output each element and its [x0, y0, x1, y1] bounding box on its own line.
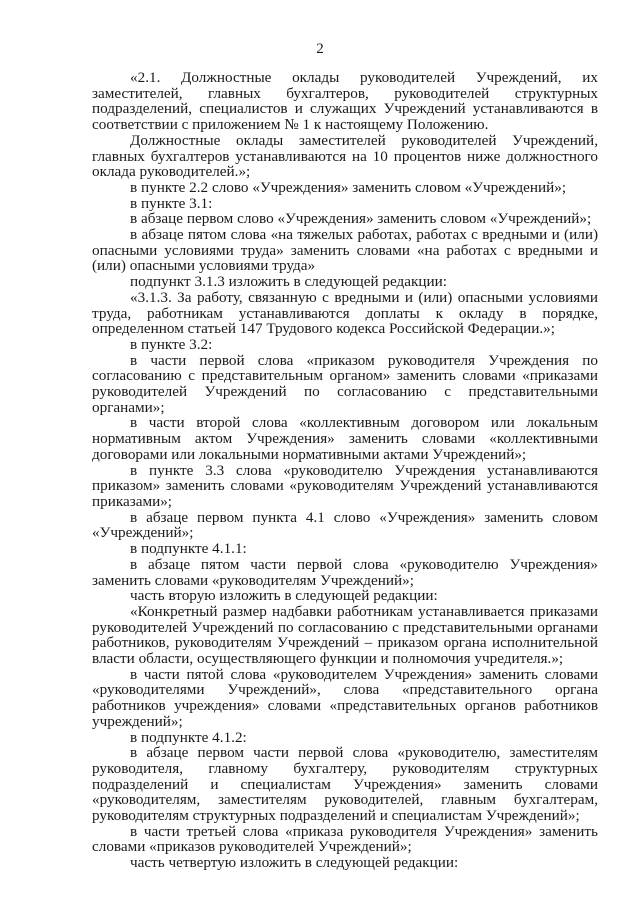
paragraph: в пункте 2.2 слово «Учреждения» заменить словом «Учреждений»;	[130, 178, 567, 196]
document-body	[92, 70, 598, 871]
paragraph: в подпункте 4.1.2:	[130, 728, 247, 746]
paragraph: в абзаце пятом части первой слова «руководителю Учреждения» заменить словами «руководителям Учреждений»;	[92, 555, 598, 589]
paragraph: «2.1. Должностные оклады руководителей Учреждений, их заместителей, главных бухгалтеров, руководителей структурных подразделений, специалистов и служащих Учреждений устанавливаются в соответствии с приложением № 1 к настоящему Положению.	[92, 69, 598, 134]
paragraph: в части первой слова «приказом руководителя Учреждения по согласованию с представительным органом» заменить словами «приказами руководителей Учреждений по согласованию с представительными органами»;	[92, 351, 598, 416]
paragraph: часть четвертую изложить в следующей редакции:	[130, 854, 459, 872]
paragraph: в подпункте 4.1.1:	[130, 540, 247, 558]
paragraph: в пункте 3.3 слова «руководителю Учреждения устанавливаются приказом» заменить словами «руководителям Учреждений устанавливаются приказами»;	[92, 461, 598, 510]
paragraph: в пункте 3.2:	[130, 335, 213, 353]
paragraph: в части пятой слова «руководителем Учреждения» заменить словами «руководителями Учреждений», слова «представительного органа работников учреждения» словами «представительных органов работников учреждений»;	[92, 665, 598, 730]
paragraph: «3.1.3. За работу, связанную с вредными и (или) опасными условиями труда, работникам устанавливаются доплаты к окладу в порядке, определенном статьей 147 Трудового кодекса Российской Федерации.»;	[92, 288, 598, 338]
paragraph: Должностные оклады заместителей руководителей Учреждений, главных бухгалтеров устанавливаются на 10 процентов ниже должностного оклада руководителей.»;	[92, 131, 598, 181]
paragraph: часть вторую изложить в следующей редакции:	[130, 587, 438, 605]
paragraph: в абзаце первом пункта 4.1 слово «Учреждения» заменить словом «Учреждений»;	[92, 508, 598, 542]
paragraph: в абзаце пятом слова «на тяжелых работах, работах с вредными и (или) опасными условиями труда» заменить словами «на работах с вредными и (или) опасными условиями труда»	[92, 226, 598, 275]
paragraph: «Конкретный размер надбавки работникам устанавливается приказами руководителей Учреждений по согласованию с представительными органами работников, руководителям Учреждений – приказом органа исполнительной власти области, осуществляющего функции и полномочия учредителя.»;	[92, 602, 598, 668]
paragraph: в абзаце первом части первой слова «руководителю, заместителям руководителя, главному бухгалтеру, руководителям структурных подразделений и специалистам Учреждения» заменить словами «руководителям, заместителям руководителей, главным бухгалтерам, руководителям структурных подразделений и специалистам Учреждений»;	[92, 744, 598, 825]
paragraph: в части второй слова «коллективным договором или локальным нормативным актом Учреждения» заменить словами «коллективными договорами или локальными нормативными актами Учреждений»;	[92, 414, 598, 463]
paragraph: в части третьей слова «приказа руководителя Учреждения» заменить словами «приказов руководителей Учреждений»;	[92, 822, 598, 856]
paragraph: подпункт 3.1.3 изложить в следующей редакции:	[130, 273, 447, 291]
page-number: 2	[316, 41, 324, 57]
paragraph: в абзаце первом слово «Учреждения» заменить словом «Учреждений»;	[130, 210, 592, 228]
paragraph: в пункте 3.1:	[130, 194, 213, 212]
